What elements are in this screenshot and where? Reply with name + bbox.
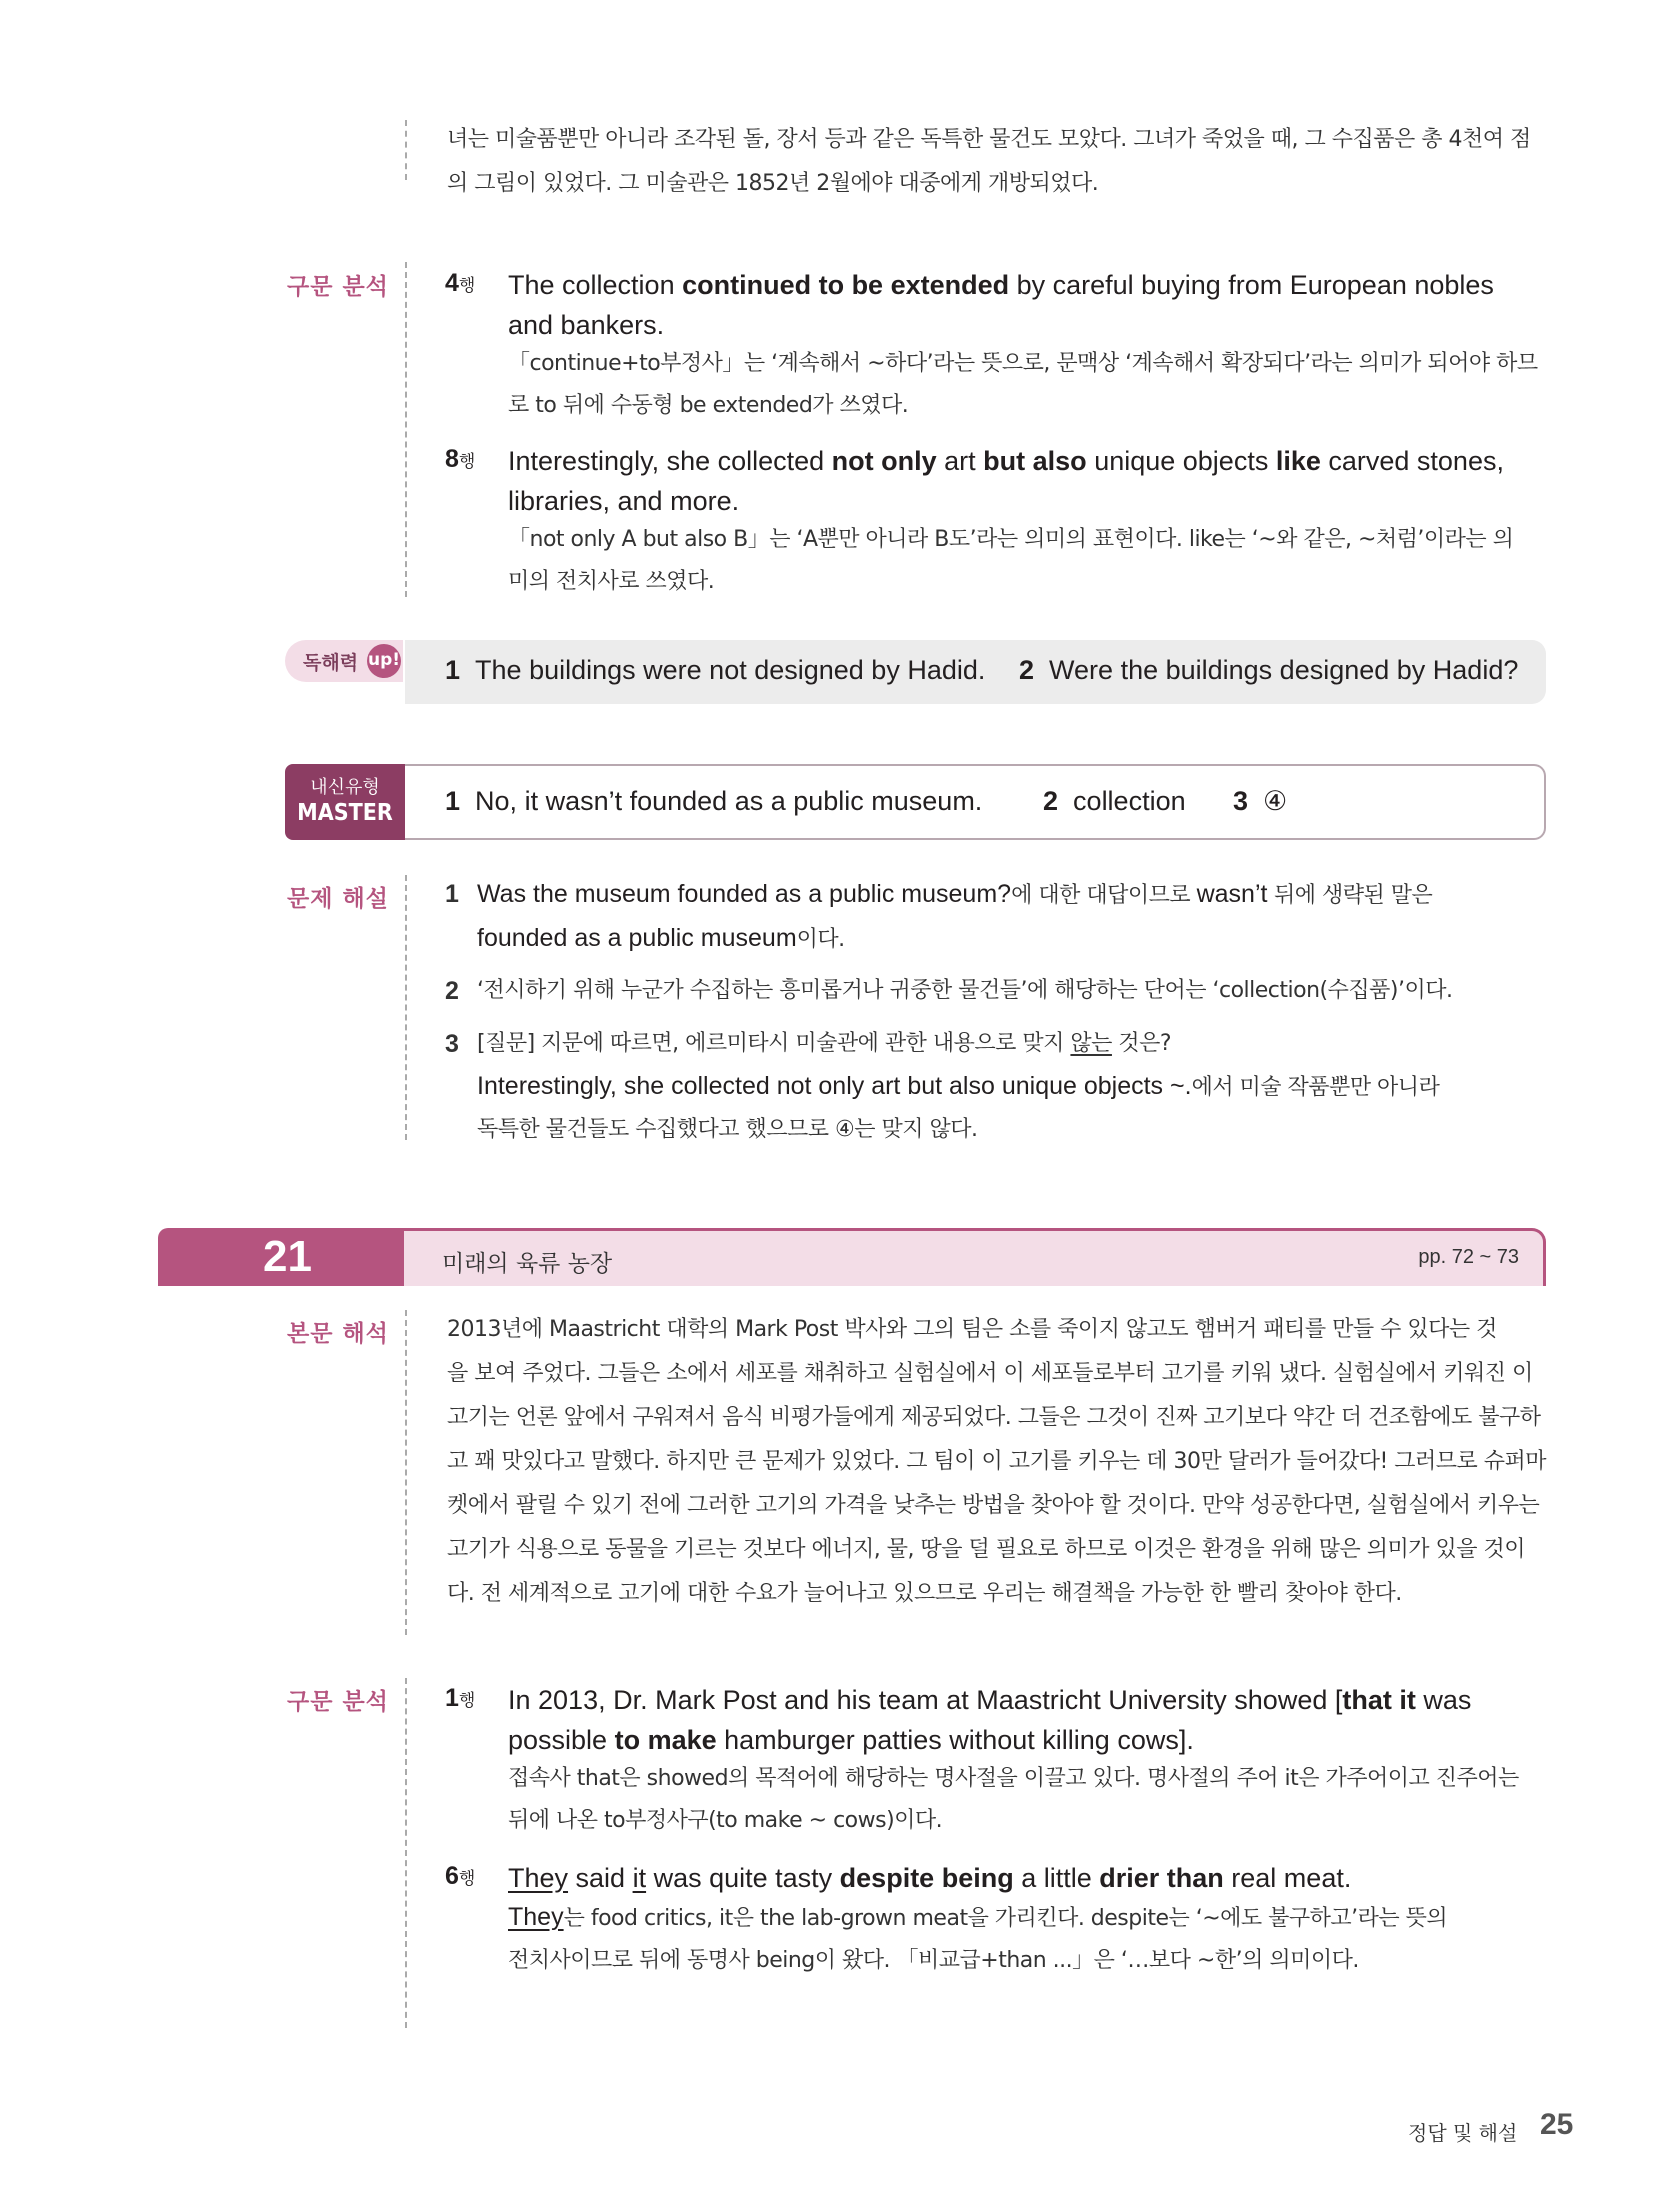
problem-dash-line [405, 875, 407, 1140]
translation-line: 2013년에 Maastricht 대학의 Mark Post 박사와 그의 팀은 소를 죽이지 않고도 햄버거 패티를 만들 수 있다는 것 [447, 1317, 1497, 1342]
master-label: MASTER [297, 800, 393, 826]
translation-line: 다. 전 세계적으로 고기에 대한 수요가 늘어나고 있으므로 우리는 해결책을 가능한 한 빨리 찾아야 한다. [447, 1581, 1402, 1606]
syntax-note: 「not only A but also B」는 ‘A뿐만 아니라 B도’라는 의미의 표현이다. like는 ‘~와 같은, ~처럼’이라는 의 미의 전치사로 쓰였다. [508, 527, 1514, 594]
translation-line: 을 보여 주었다. 그들은 소에서 세포를 채취하고 실험실에서 이 세포들로부터 고기를 키워 냈다. 실험실에서 키워진 이 [447, 1361, 1533, 1386]
translation-line: 고기가 식용으로 동물을 기르는 것보다 에너지, 물, 땅을 덜 필요로 하므로 이것은 환경을 위해 많은 의미가 있을 것이 [447, 1537, 1525, 1562]
top-translation-line1: 녀는 미술품뿐만 아니라 조각된 돌, 장서 등과 같은 독특한 물건도 모았다. 그녀가 죽었을 때, 그 수집품은 총 4천여 점 [447, 127, 1531, 152]
syntax-note: 「continue+to부정사」는 ‘계속해서 ~하다’라는 뜻으로, 문맥상 ‘계속해서 확장되다’라는 의미가 되어야 하므 로 to 뒤에 수동형 be extended가 쓰였다. [508, 351, 1538, 418]
line-number: 4행 [445, 269, 476, 297]
syntax-label-2: 구문 분석 [287, 1689, 389, 1715]
section-number: 21 [263, 1232, 312, 1281]
syntax-note: They는 food critics, it은 the lab-grown meat을 가리킨다. despite는 ‘~에도 불구하고’라는 뜻의 전치사이므로 뒤에 동명사 being이 왔다. 「비교급+than ...」은 ‘…보다 ~한’의 의미이다. [508, 1903, 1448, 1973]
up-badge: up! [367, 644, 401, 678]
reading-up-tag [285, 640, 403, 682]
syntax-note: 접속사 that은 showed의 목적어에 해당하는 명사절을 이끌고 있다. 명사절의 주어 it은 가주어이고 진주어는 뒤에 나온 to부정사구(to make ~ cows)이다. [508, 1766, 1519, 1833]
syntax-sentence: The collection continued to be extended by careful buying from European nobles and bankers. [508, 270, 1494, 340]
page-number: 25 [1540, 2108, 1574, 2141]
section-pages: pp. 72 ~ 73 [1418, 1246, 1519, 1268]
line-number: 6행 [445, 1862, 476, 1890]
syntax-label: 구문 분석 [287, 274, 389, 300]
top-dash-line [405, 120, 407, 180]
naesin-answer-1: 1 No, it wasn’t founded as a public museum. [445, 786, 983, 816]
naesin-master-box [405, 764, 1546, 840]
syntax2-dash-line [405, 1678, 407, 2028]
footer-label: 정답 및 해설 [1408, 2121, 1518, 2145]
syntax-dash-line [405, 262, 407, 597]
translation-line: 켓에서 팔릴 수 있기 전에 그러한 고기의 가격을 낮추는 방법을 찾아야 할 것이다. 만약 성공한다면, 실험실에서 키우는 [447, 1493, 1540, 1518]
reading-up-label: 독해력 [303, 652, 359, 674]
translation-body [447, 1308, 1547, 1616]
translation-line: 고기는 언론 앞에서 구워져서 음식 비평가들에게 제공되었다. 그들은 그것이 진짜 고기보다 약간 더 건조함에도 불구하 [447, 1405, 1541, 1430]
reading-up-answer-2: 2 Were the buildings designed by Hadid? [1019, 655, 1519, 685]
top-translation [447, 118, 1547, 206]
syntax-sentence: In 2013, Dr. Mark Post and his team at Maastricht University showed [that it was possible to make hamburger patties without killing cows]. [508, 1685, 1472, 1755]
syntax-sentence: Interestingly, she collected not only art but also unique objects like carved stones, libraries, and more. [508, 446, 1504, 516]
reading-up-answer-1: 1 The buildings were not designed by Hadid. [445, 655, 986, 685]
translation-label: 본문 해석 [287, 1321, 389, 1347]
translation-dash-line [405, 1310, 407, 1635]
naesin-master-tag [285, 764, 405, 840]
naesin-answer-3: 3 ④ [1233, 786, 1288, 816]
section-title: 미래의 육류 농장 [442, 1251, 613, 1277]
reading-up-box [405, 640, 1546, 704]
translation-line: 고 꽤 맛있다고 말했다. 하지만 큰 문제가 있었다. 그 팀이 이 고기를 키우는 데 30만 달러가 들어갔다! 그러므로 슈퍼마 [447, 1449, 1547, 1474]
section-header-bar [404, 1228, 1546, 1286]
naesin-label: 내신유형 [310, 777, 380, 798]
section-number-tab [158, 1228, 404, 1286]
line-number: 1행 [445, 1684, 476, 1712]
line-number: 8행 [445, 445, 476, 473]
syntax-sentence: They said it was quite tasty despite being a little drier than real meat. [508, 1863, 1352, 1893]
problem-label: 문제 해설 [287, 886, 389, 912]
naesin-answer-2: 2 collection [1043, 786, 1186, 816]
top-translation-line2: 의 그림이 있었다. 그 미술관은 1852년 2월에야 대중에게 개방되었다. [447, 171, 1099, 196]
